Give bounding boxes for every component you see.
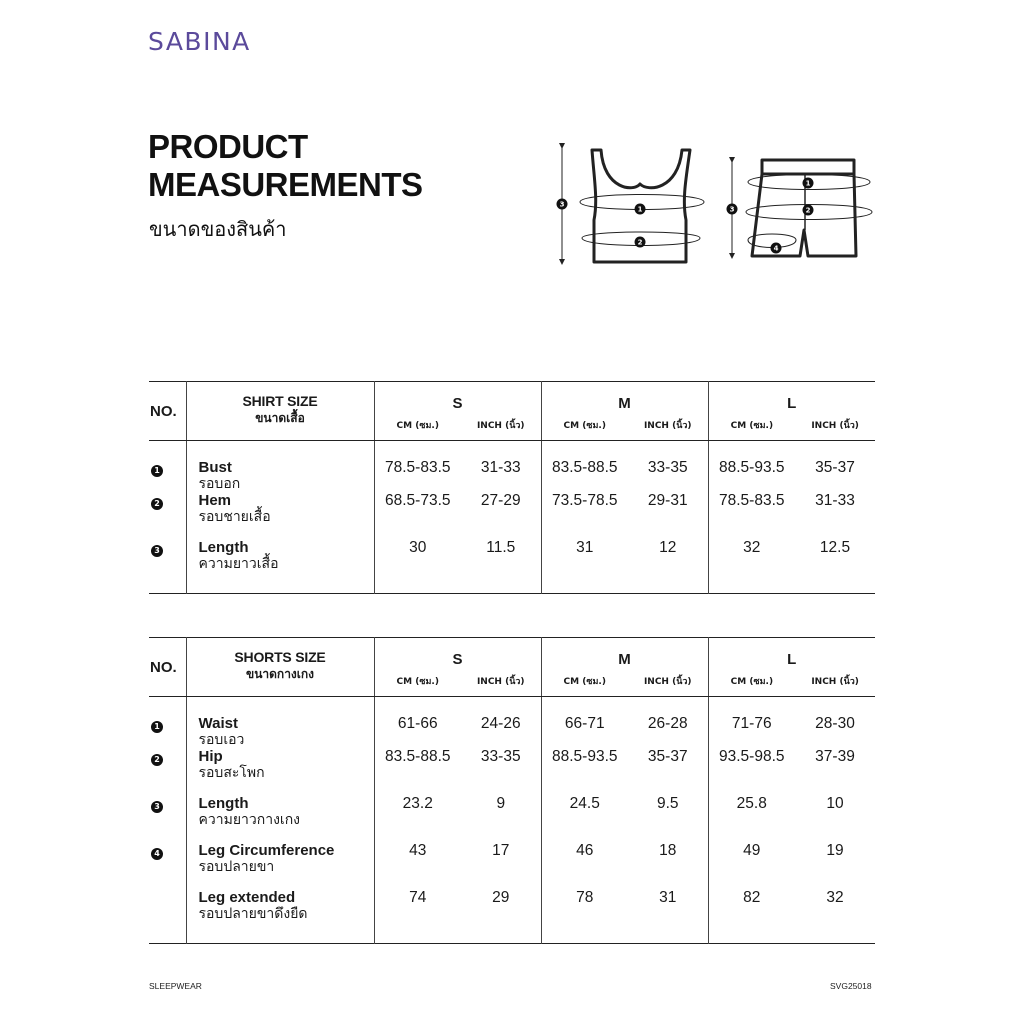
- row-number-badge: 3: [151, 545, 163, 557]
- value-inch: 37-39: [815, 748, 855, 765]
- row-number-badge: 2: [151, 498, 163, 510]
- row-number: [149, 540, 186, 594]
- measurement-name-th: รอบชายเสื้อ: [198, 509, 271, 525]
- table-row: [149, 540, 875, 594]
- measurement-name-th: รอบสะโพก: [198, 765, 265, 781]
- value-inch: 11.5: [486, 539, 516, 556]
- row-number: [149, 843, 186, 890]
- footer-sku: SVG25018: [830, 981, 872, 991]
- column-header-shirt-size: [186, 382, 374, 441]
- value-cm: 71-76: [708, 697, 795, 750]
- measurement-name-en: Leg Circumference: [198, 842, 335, 859]
- unit-inch-label: INCH (นิ้ว): [476, 421, 525, 431]
- measurement-name-en: Leg extended: [198, 889, 296, 906]
- shirt-marker-1: 1: [637, 205, 643, 214]
- row-number: [149, 796, 186, 843]
- value-cm: 78.5-83.5: [374, 441, 461, 494]
- measurement-name-th: รอบอก: [198, 476, 241, 492]
- value-cm: 83.5-88.5: [374, 749, 461, 796]
- value-cm: 43: [374, 843, 461, 890]
- value-cm: 93.5-98.5: [708, 749, 795, 796]
- measurement-name-en: Length: [198, 795, 249, 812]
- value-inch: 17: [492, 842, 510, 859]
- unit-cm-label: CM (ซม.): [563, 421, 606, 431]
- size-label: S: [452, 651, 463, 668]
- garment-measurement-illustration: [552, 140, 882, 272]
- page-title: [148, 128, 423, 204]
- measurement-name-en: Length: [198, 539, 249, 556]
- size-label: L: [787, 651, 797, 668]
- measurement-name: [186, 697, 374, 750]
- page-title-line-1: PRODUCT: [148, 128, 308, 165]
- shorts-size-label: SHORTS SIZE: [234, 649, 326, 665]
- value-cm: 88.5-93.5: [708, 441, 795, 494]
- row-number: [149, 441, 186, 494]
- measurement-name: [186, 890, 374, 944]
- shorts-size-label-th: ขนาดกางเกง: [245, 667, 315, 681]
- size-label: L: [787, 395, 797, 412]
- value-cm: 23.2: [374, 796, 461, 843]
- value-cm: 73.5-78.5: [541, 493, 628, 540]
- page-title-line-2: MEASUREMENTS: [148, 166, 423, 203]
- brand-logo: SABINA: [148, 27, 251, 56]
- value-inch: 35-37: [815, 459, 855, 476]
- shirt-table-body: [149, 441, 875, 594]
- row-number-badge: 1: [151, 465, 163, 477]
- value-inch: 10: [826, 795, 844, 812]
- row-number-badge: 2: [151, 754, 163, 766]
- value-cm: 66-71: [541, 697, 628, 750]
- value-inch: 29-31: [647, 492, 688, 509]
- shirt-marker-2: 2: [637, 238, 643, 247]
- unit-cm-label: CM (ซม.): [730, 421, 774, 431]
- value-inch: 31-33: [480, 459, 521, 476]
- column-header-shorts-size: [186, 638, 374, 697]
- value-cm: 31: [541, 540, 628, 594]
- size-header-m: [541, 638, 708, 697]
- value-inch: 19: [826, 842, 844, 859]
- value-cm: 68.5-73.5: [374, 493, 461, 540]
- table-row: [149, 749, 875, 796]
- footer-category: SLEEPWEAR: [149, 981, 202, 991]
- value-inch: 9: [496, 795, 506, 812]
- value-inch: 31-33: [815, 492, 855, 509]
- size-header-m: [541, 382, 708, 441]
- measurement-name-en: Bust: [198, 459, 232, 476]
- measurement-name-th: รอบปลายขา: [198, 859, 275, 875]
- table-row: [149, 441, 875, 494]
- shirt-size-label-th: ขนาดเสื้อ: [255, 411, 305, 425]
- value-cm: 82: [708, 890, 795, 944]
- row-number: [149, 890, 186, 944]
- size-header-s: [374, 638, 541, 697]
- value-inch: 28-30: [815, 715, 855, 732]
- table-row: [149, 493, 875, 540]
- row-number-badge: 4: [151, 848, 163, 860]
- size-header-l: [708, 382, 875, 441]
- column-header-no: NO.: [149, 638, 186, 697]
- unit-inch-label: INCH (นิ้ว): [811, 677, 859, 687]
- row-number-badge: 3: [151, 801, 163, 813]
- unit-inch-label: INCH (นิ้ว): [643, 421, 692, 431]
- value-inch: 31: [659, 889, 677, 906]
- value-inch: 29: [492, 889, 510, 906]
- value-cm: 46: [541, 843, 628, 890]
- table-row: [149, 843, 875, 890]
- value-inch: 12.5: [819, 539, 851, 556]
- shorts-marker-3: 3: [729, 205, 735, 214]
- value-cm: 61-66: [374, 697, 461, 750]
- size-header-s: [374, 382, 541, 441]
- value-cm: 25.8: [708, 796, 795, 843]
- value-inch: 27-29: [480, 492, 521, 509]
- shorts-size-table: [149, 637, 875, 944]
- size-header-l: [708, 638, 875, 697]
- measurement-name-en: Hip: [198, 748, 223, 765]
- measurement-name: [186, 493, 374, 540]
- shirt-marker-3: 3: [559, 200, 565, 209]
- value-inch: 18: [659, 842, 677, 859]
- value-inch: 33-35: [480, 748, 521, 765]
- value-cm: 78: [541, 890, 628, 944]
- shorts-marker-2: 2: [805, 206, 811, 215]
- value-inch: 35-37: [647, 748, 688, 765]
- unit-cm-label: CM (ซม.): [396, 421, 439, 431]
- unit-inch-label: INCH (นิ้ว): [643, 677, 692, 687]
- unit-inch-label: INCH (นิ้ว): [476, 677, 525, 687]
- value-inch: 32: [826, 889, 844, 906]
- measurement-name-th: รอบปลายขาดึงยืด: [198, 906, 308, 922]
- size-label: S: [452, 395, 463, 412]
- unit-cm-label: CM (ซม.): [563, 677, 606, 687]
- measurement-name: [186, 843, 374, 890]
- measurement-name-th: รอบเอว: [198, 732, 245, 748]
- shirt-size-label: SHIRT SIZE: [242, 393, 318, 409]
- row-number: [149, 493, 186, 540]
- value-cm: 74: [374, 890, 461, 944]
- shorts-marker-4: 4: [773, 244, 779, 253]
- measurement-name-th: ความยาวเสื้อ: [198, 556, 279, 572]
- measurement-name: [186, 749, 374, 796]
- column-header-no: NO.: [149, 382, 186, 441]
- value-cm: 30: [374, 540, 461, 594]
- shirt-size-table: [149, 381, 875, 594]
- unit-cm-label: CM (ซม.): [730, 677, 774, 687]
- table-row: [149, 890, 875, 944]
- shorts-marker-1: 1: [805, 179, 811, 188]
- measurement-name-en: Waist: [198, 715, 238, 732]
- size-label: M: [618, 651, 631, 668]
- table-row: [149, 697, 875, 750]
- measurement-name: [186, 796, 374, 843]
- unit-inch-label: INCH (นิ้ว): [811, 421, 859, 431]
- value-inch: 9.5: [656, 795, 679, 812]
- shorts-table-body: [149, 697, 875, 944]
- value-cm: 49: [708, 843, 795, 890]
- unit-cm-label: CM (ซม.): [396, 677, 439, 687]
- row-number: [149, 697, 186, 750]
- value-inch: 12: [659, 539, 677, 556]
- page-subtitle: ขนาดของสินค้า: [149, 217, 287, 241]
- measurement-name-th: ความยาวกางเกง: [198, 812, 301, 828]
- value-inch: 33-35: [647, 459, 688, 476]
- measurement-name: [186, 540, 374, 594]
- value-inch: 24-26: [480, 715, 521, 732]
- value-cm: 32: [708, 540, 795, 594]
- value-cm: 24.5: [541, 796, 628, 843]
- value-cm: 88.5-93.5: [541, 749, 628, 796]
- row-number-badge: 1: [151, 721, 163, 733]
- measurement-name-en: Hem: [198, 492, 232, 509]
- measurement-name: [186, 441, 374, 494]
- value-inch: 26-28: [647, 715, 688, 732]
- row-number: [149, 749, 186, 796]
- table-row: [149, 796, 875, 843]
- value-cm: 83.5-88.5: [541, 441, 628, 494]
- value-cm: 78.5-83.5: [708, 493, 795, 540]
- size-label: M: [618, 395, 631, 412]
